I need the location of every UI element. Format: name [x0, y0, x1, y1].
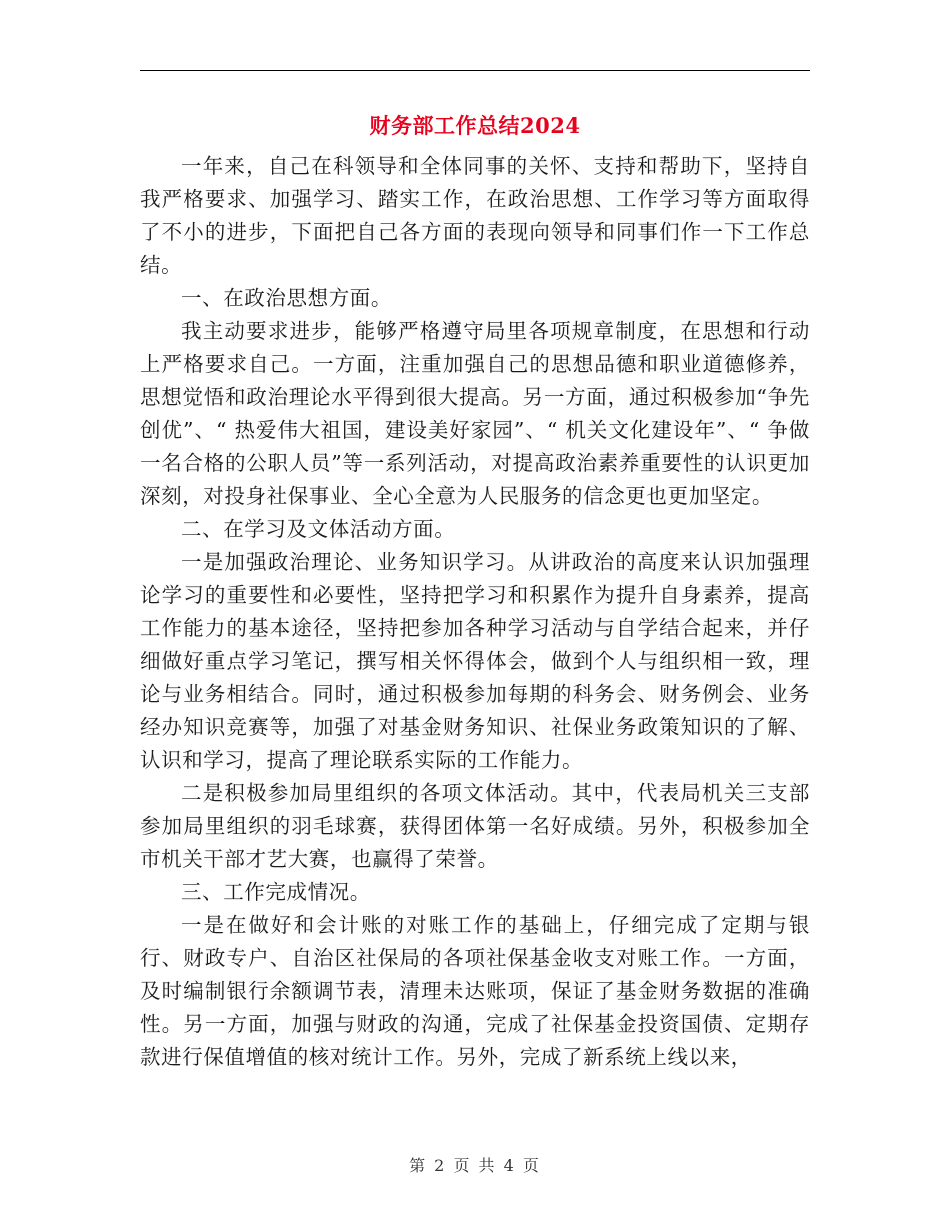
- header-rule: [140, 70, 810, 71]
- page-number: 第 2 页 共 4 页: [409, 1156, 541, 1175]
- activities-paragraph: 二是积极参加局里组织的各项文体活动。其中，代表局机关三支部参加局里组织的羽毛球赛，获得团体第一名好成绩。另外，积极参加全市机关干部才艺大赛，也赢得了荣誉。: [140, 781, 810, 871]
- section-heading-political: 一、在政治思想方面。: [181, 286, 392, 310]
- study-paragraph: 一是加强政治理论、业务知识学习。从讲政治的高度来认识加强理论学习的重要性和必要性，坚持把学习和积累作为提升自身素养，提高工作能力的基本途径，坚持把参加各种学习活动与自学结合起来，并仔细做好重点学习笔记，撰写相关怀得体会，做到个人与组织相一致，理论与业务相结合。同时，通过积极参加每期的科务会、财务例会、业务经办知识竞赛等，加强了对基金财务知识、社保业务政策知识的了解、认识和学习，提高了理论联系实际的工作能力。: [140, 550, 810, 772]
- intro-paragraph: 一年来，自己在科领导和全体同事的关怀、支持和帮助下，坚持自我严格要求、加强学习、踏实工作，在政治思想、工作学习等方面取得了不小的进步，下面把自己各方面的表现向领导和同事们作一下工作总结。: [140, 154, 810, 277]
- section-heading-study: 二、在学习及文体活动方面。: [181, 517, 456, 541]
- document-title: 财务部工作总结2024: [369, 113, 581, 138]
- document-body: [140, 150, 810, 1074]
- work-paragraph: 一是在做好和会计账的对账工作的基础上，仔细完成了定期与银行、财政专户、自治区社保局的各项社保基金收支对账工作。一方面，及时编制银行余额调节表，清理未达账项，保证了基金财务数据的准确性。另一方面，加强与财政的沟通，完成了社保基金投资国债、定期存款进行保值增值的核对统计工作。另外，完成了新系统上线以来，: [140, 913, 810, 1069]
- section-heading-work: 三、工作完成情况。: [181, 880, 371, 904]
- political-paragraph: 我主动要求进步，能够严格遵守局里各项规章制度，在思想和行动上严格要求自己。一方面，注重加强自己的思想品德和职业道德修养，思想觉悟和政治理论水平得到很大提高。另一方面，通过积极参加“争先创优”、“ 热爱伟大祖国，建设美好家园”、“ 机关文化建设年”、“ 争做一名合格的公职人员”等一系列活动，对提高政治素养重要性的认识更加深刻，对投身社保事业、全心全意为人民服务的信念更也更加坚定。: [140, 319, 810, 508]
